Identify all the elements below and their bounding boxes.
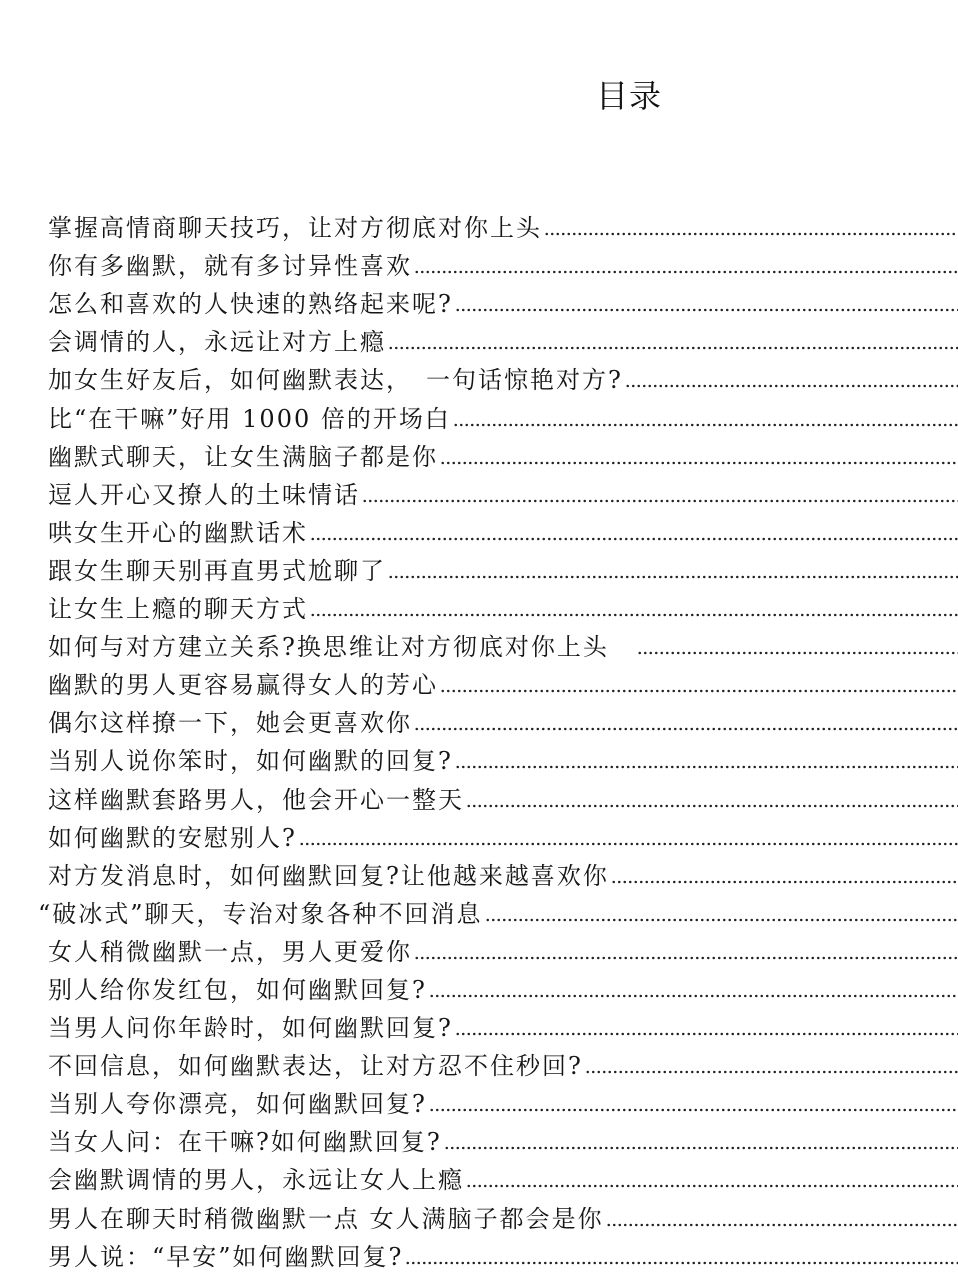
toc-entry[interactable] (0, 472, 958, 510)
dot-leader (440, 461, 958, 465)
toc-entry-title: 女人稍微幽默一点，男人更爱你 (48, 937, 412, 966)
toc-entry[interactable] (0, 1081, 958, 1119)
toc-entry-title: 如何与对方建立关系?换思维让对方彻底对你上头 (48, 633, 635, 662)
dot-leader (310, 537, 958, 541)
toc-entry[interactable] (0, 548, 958, 586)
toc-entry[interactable] (0, 357, 958, 395)
toc-entry[interactable] (0, 929, 958, 967)
toc-entry-title: 你有多幽默，就有多讨异性喜欢 (48, 252, 412, 281)
dot-leader (440, 689, 958, 693)
toc-entry-title: 当女人问：在干嘛?如何幽默回复? (48, 1128, 442, 1157)
dot-leader (429, 1108, 958, 1112)
toc-title: 目录 (595, 77, 662, 115)
toc-entry-title: 幽默的男人更容易赢得女人的芳心 (48, 671, 438, 700)
dot-leader (414, 956, 958, 960)
toc-entry-title: 逗人开心又撩人的土味情话 (48, 480, 360, 509)
toc-entry[interactable] (0, 395, 958, 433)
toc-entry-title: 男人说：“早安”如何幽默回复? (48, 1242, 404, 1271)
dot-leader (637, 651, 958, 655)
toc-entry-title: 如何幽默的安慰别人? (48, 823, 297, 852)
toc-entry[interactable] (0, 319, 958, 357)
toc-entry-title: 会幽默调情的男人，永远让女人上瘾 (48, 1166, 464, 1195)
dot-leader (414, 727, 958, 731)
toc-entry-title: 男人在聊天时稍微幽默一点 女人满脑子都会是你 (48, 1204, 604, 1233)
table-of-contents (0, 205, 958, 1272)
dot-leader (299, 842, 958, 846)
dot-leader (466, 804, 958, 808)
toc-entry-title: 别人给你发红包，如何幽默回复? (48, 975, 427, 1004)
toc-entry[interactable] (0, 815, 958, 853)
toc-entry-title: 偶尔这样撩一下，她会更喜欢你 (48, 709, 412, 738)
toc-entry[interactable] (0, 1157, 958, 1195)
toc-entry[interactable] (0, 738, 958, 776)
toc-entry-title: 不回信息，如何幽默表达，让对方忍不住秒回? (48, 1052, 583, 1081)
dot-leader (544, 232, 958, 236)
dot-leader (444, 1146, 958, 1150)
toc-entry-title: “破冰式”聊天，专治对象各种不回消息 (38, 899, 483, 928)
dot-leader (388, 575, 958, 579)
toc-entry-title: 幽默式聊天，让女生满脑子都是你 (48, 442, 438, 471)
dot-leader (455, 1032, 958, 1036)
toc-entry[interactable] (0, 776, 958, 814)
toc-entry[interactable] (0, 700, 958, 738)
toc-entry[interactable] (0, 1234, 958, 1272)
toc-entry-title: 跟女生聊天别再直男式尬聊了 (48, 556, 386, 585)
toc-entry-title: 这样幽默套路男人，他会开心一整天 (48, 785, 464, 814)
toc-entry[interactable] (0, 853, 958, 891)
toc-entry-title: 当男人问你年龄时，如何幽默回复? (48, 1014, 453, 1043)
toc-entry[interactable] (0, 662, 958, 700)
dot-leader (414, 270, 958, 274)
toc-entry[interactable] (0, 434, 958, 472)
dot-leader (606, 1223, 958, 1227)
dot-leader (625, 384, 958, 388)
toc-entry[interactable] (0, 891, 958, 929)
dot-leader (310, 613, 958, 617)
toc-entry[interactable] (0, 1005, 958, 1043)
toc-entry[interactable] (0, 1195, 958, 1233)
toc-entry[interactable] (0, 281, 958, 319)
toc-entry-title: 掌握高情商聊天技巧，让对方彻底对你上头 (48, 214, 542, 243)
dot-leader (585, 1070, 958, 1074)
toc-entry-title: 会调情的人，永远让对方上瘾 (48, 328, 386, 357)
toc-entry[interactable] (0, 1119, 958, 1157)
toc-entry[interactable] (0, 205, 958, 243)
dot-leader (466, 1184, 958, 1188)
dot-leader (455, 308, 958, 312)
dot-leader (362, 499, 958, 503)
dot-leader (453, 423, 958, 427)
toc-entry-title: 对方发消息时，如何幽默回复?让他越来越喜欢你 (48, 861, 609, 890)
toc-entry[interactable] (0, 1043, 958, 1081)
toc-entry[interactable] (0, 624, 958, 662)
toc-entry-title: 加女生好友后，如何幽默表达， 一句话惊艳对方? (48, 366, 623, 395)
toc-entry-title: 怎么和喜欢的人快速的熟络起来呢? (48, 290, 453, 319)
dot-leader (455, 765, 958, 769)
toc-entry-title: 哄女生开心的幽默话术 (48, 518, 308, 547)
dot-leader (429, 994, 958, 998)
toc-entry[interactable] (0, 967, 958, 1005)
toc-entry-title: 比“在干嘛”好用 1000 倍的开场白 (48, 404, 451, 433)
toc-entry-title: 当别人夸你漂亮，如何幽默回复? (48, 1090, 427, 1119)
toc-entry-title: 让女生上瘾的聊天方式 (48, 595, 308, 624)
dot-leader (485, 918, 958, 922)
dot-leader (388, 346, 958, 350)
toc-entry-title: 当别人说你笨时，如何幽默的回复? (48, 747, 453, 776)
dot-leader (405, 1261, 958, 1265)
toc-entry[interactable] (0, 510, 958, 548)
toc-entry[interactable] (0, 586, 958, 624)
dot-leader (611, 880, 958, 884)
toc-entry[interactable] (0, 243, 958, 281)
